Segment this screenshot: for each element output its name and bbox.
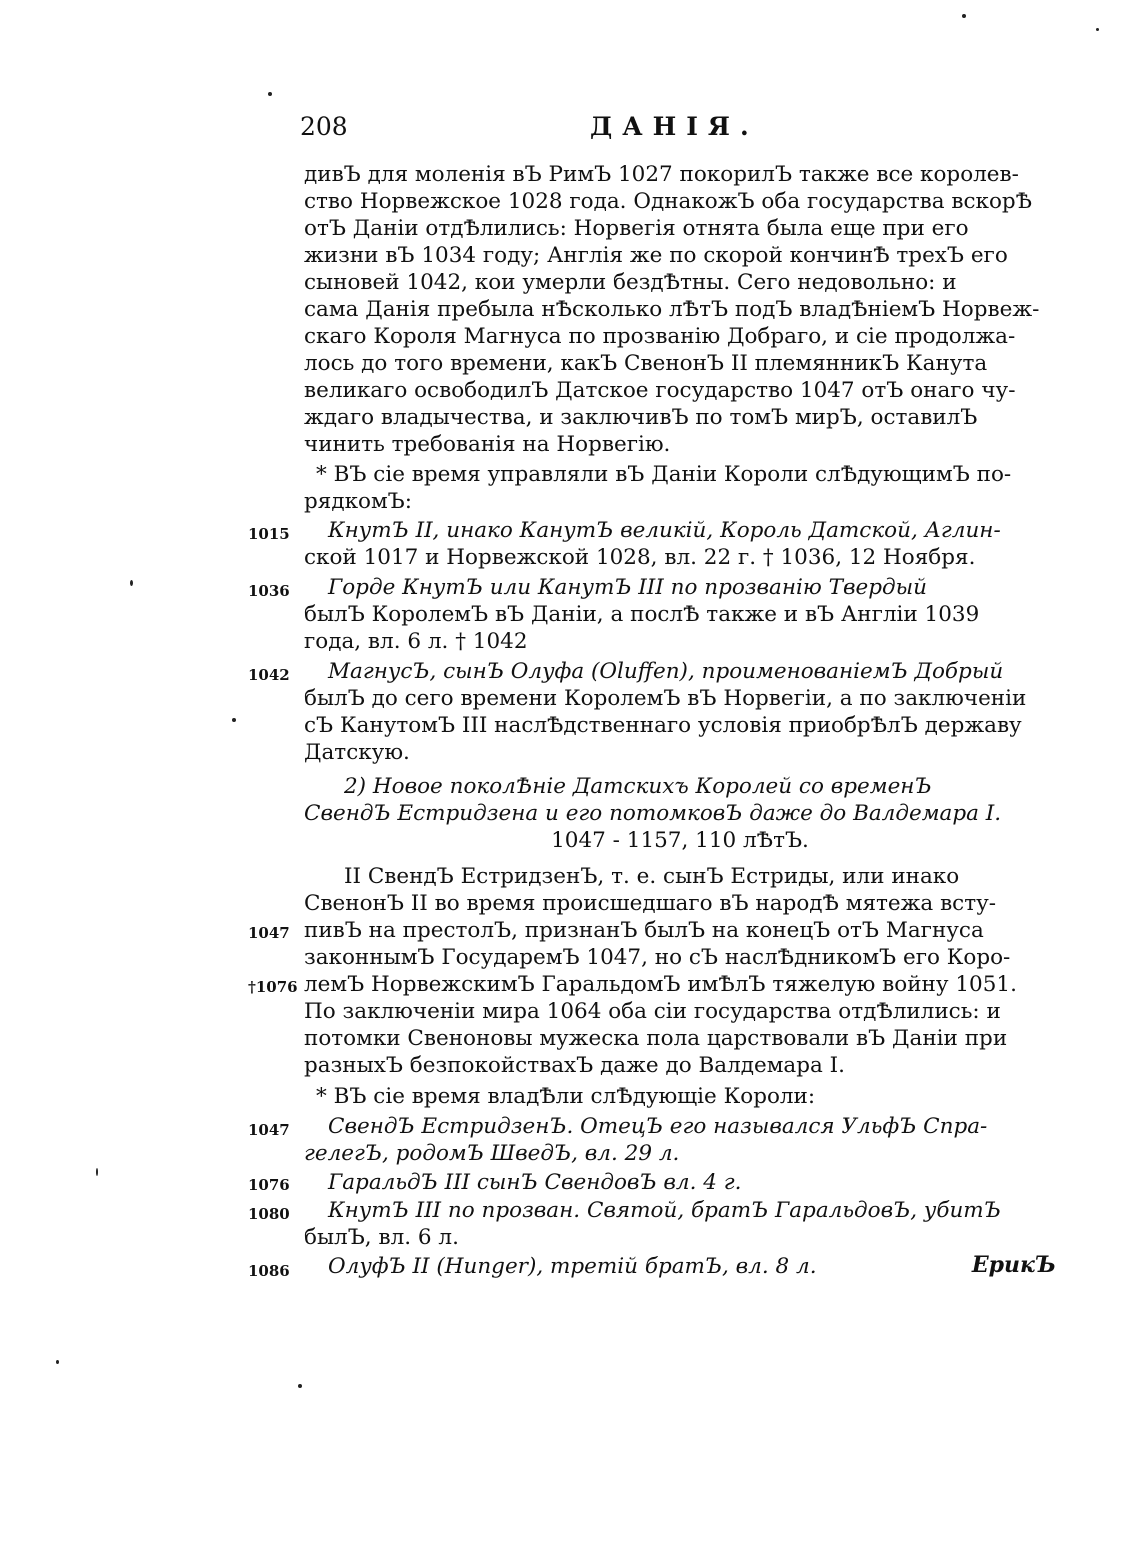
body-line: СвенонЪ II во время происшедшаго вЪ народѢ мятежа всту- (304, 891, 997, 916)
margin-year: 1047 (248, 924, 290, 942)
entry-line: сЪ КанутомЪ III наслѢдственнаго условія приобрѢлЪ державу (304, 713, 1022, 738)
body-line: ждаго владычества, и заключивЪ по томЪ мирЪ, оставилЪ (304, 405, 978, 430)
intro-line: * ВЪ сіе время управляли вЪ Даніи Короли слѢдующимЪ по- (316, 462, 1012, 487)
margin-year: 1086 (248, 1262, 290, 1280)
body-line: II СвендЪ ЕстридзенЪ, т. е. сынЪ Естриды, или инако (344, 864, 960, 889)
body-line: потомки Свеноновы мужеска пола царствовали вЪ Даніи при (304, 1026, 1008, 1051)
section-title: 2) Новое поколѢніе Датскихъ Королей со временЪ (344, 774, 932, 799)
scan-speck (1096, 28, 1099, 31)
body-line: По заключеніи мира 1064 оба сіи государства отдѢлились: и (304, 999, 1001, 1024)
body-line: дивЪ для моленія вЪ РимЪ 1027 покорилЪ также все королев- (304, 162, 1019, 187)
entry-line: года, вл. 6 л. † 1042 (304, 629, 528, 654)
entry-line: СвендЪ ЕстридзенЪ. ОтецЪ его назывался УльфЪ Спра- (328, 1114, 988, 1139)
running-title: ДАНІЯ. (590, 112, 759, 141)
margin-year: †1076 (248, 978, 298, 996)
scan-speck (56, 1360, 59, 1364)
catchword: ЕрикЪ (971, 1252, 1056, 1278)
entry-line: гелегЪ, родомЪ ШведЪ, вл. 29 л. (304, 1141, 680, 1166)
margin-year: 1015 (248, 525, 290, 543)
intro-line: * ВЪ сіе время владѢли слѢдующіе Короли: (316, 1084, 816, 1109)
scan-speck (232, 718, 236, 722)
scan-speck (96, 1168, 98, 1176)
margin-year: 1042 (248, 666, 290, 684)
margin-year: 1076 (248, 1176, 290, 1194)
scan-speck (298, 1384, 302, 1388)
body-line: великаго освободилЪ Датское государство 1047 отЪ онаго чу- (304, 378, 1016, 403)
entry-line: былЪ, вл. 6 л. (304, 1225, 459, 1250)
body-line: скаго Короля Магнуса по прозванію Добраго, и сіе продолжа- (304, 324, 1016, 349)
margin-year: 1080 (248, 1205, 290, 1223)
body-line: сыновей 1042, кои умерли бездѢтны. Сего недовольно: и (304, 270, 957, 295)
page-number: 208 (300, 112, 348, 141)
margin-year: 1036 (248, 582, 290, 600)
body-line: лемЪ НорвежскимЪ ГаральдомЪ имѢлЪ тяжелую войну 1051. (304, 972, 1017, 997)
section-dates: 1047 - 1157, 110 лѢтЪ. (551, 828, 809, 853)
scan-speck (962, 14, 966, 18)
entry-line: былЪ КоролемЪ вЪ Даніи, а послѢ также и вЪ Англіи 1039 (304, 602, 980, 627)
entry-line: ГаральдЪ III сынЪ СвендовЪ вл. 4 г. (328, 1170, 742, 1195)
scan-speck (268, 92, 272, 96)
body-line: лось до того времени, какЪ СвенонЪ II племянникЪ Канута (304, 351, 988, 376)
entry-line: МагнусЪ, сынЪ Олуфа (Oluffen), проименованіемЪ Добрый (328, 659, 1004, 684)
body-line: законнымЪ ГосударемЪ 1047, но сЪ наслѢдникомЪ его Коро- (304, 945, 1011, 970)
body-line: пивЪ на престолЪ, признанЪ былЪ на конецЪ отЪ Магнуса (304, 918, 984, 943)
body-line: сама Данія пребыла нѢсколько лѢтЪ подЪ владѢніемЪ Норвеж- (304, 297, 1040, 322)
body-line: чинить требованія на Норвегію. (304, 432, 671, 457)
body-line: отЪ Даніи отдѢлились: Норвегія отнята была еще при его (304, 216, 969, 241)
entry-line: ской 1017 и Норвежской 1028, вл. 22 г. † 1036, 12 Ноября. (304, 545, 976, 570)
entry-line: ОлуфЪ II (Hunger), третій братЪ, вл. 8 л. (328, 1254, 817, 1279)
entry-line: Горде КнутЪ или КанутЪ III по прозванію Твердый (328, 575, 927, 600)
margin-year: 1047 (248, 1121, 290, 1139)
scan-speck (130, 580, 133, 586)
body-line: ство Норвежское 1028 года. ОднакожЪ оба государства вскорѢ (304, 189, 1033, 214)
body-line: жизни вЪ 1034 году; Англія же по скорой кончинѢ трехЪ его (304, 243, 1008, 268)
entry-line: былЪ до сего времени КоролемЪ вЪ Норвегіи, а по заключеніи (304, 686, 1027, 711)
intro-line: рядкомЪ: (304, 489, 412, 514)
entry-line: Датскую. (304, 740, 410, 765)
entry-line: КнутЪ II, инако КанутЪ великій, Король Датской, Аглин- (328, 518, 1001, 543)
page-header (300, 112, 1060, 148)
body-line: разныхЪ безпокойствахЪ даже до Валдемара I. (304, 1053, 845, 1078)
entry-line: КнутЪ III по прозван. Святой, братЪ ГаральдовЪ, убитЪ (328, 1198, 1001, 1223)
section-title: СвендЪ Естридзена и его потомковЪ даже до Валдемара I. (304, 801, 1002, 826)
